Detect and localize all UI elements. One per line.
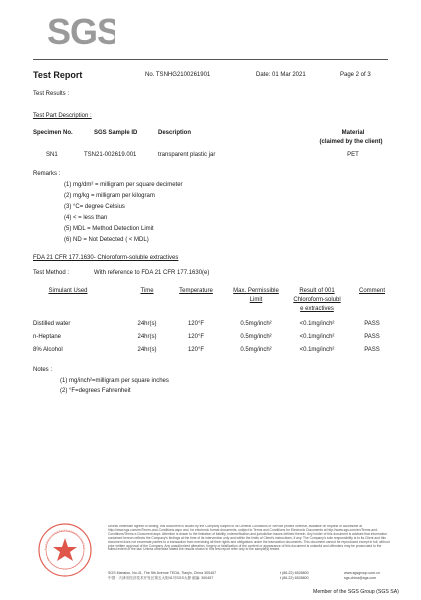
section-title: FDA 21 CFR 177.1630- Chloroform-soluble extractives bbox=[33, 255, 179, 261]
test-method-value: With reference to FDA 21 CFR 177.1630(e) bbox=[94, 270, 210, 276]
comment-cell: PASS bbox=[364, 321, 380, 327]
temperature-cell: 120°F bbox=[187, 347, 205, 353]
time-header: Time bbox=[140, 288, 154, 294]
remark-item: (2) mg/kg = milligram per kilogram bbox=[64, 193, 155, 199]
report-date: Date: 01 Mar 2021 bbox=[256, 72, 306, 78]
note-item: (2) °F=degrees Fahrenheit bbox=[60, 388, 131, 394]
temperature-cell: 120°F bbox=[187, 334, 205, 340]
remark-item: (4) < = less than bbox=[64, 215, 108, 221]
remarks-label: Remarks : bbox=[33, 171, 61, 177]
page-number: Page 2 of 3 bbox=[340, 72, 371, 78]
footer-website: www.sgsgroup.com.cn bbox=[344, 571, 380, 575]
simulant-header: Simulant Used bbox=[48, 288, 88, 294]
material-cell: PET bbox=[347, 152, 359, 158]
limit-cell: 0.5mg/inch² bbox=[240, 347, 272, 353]
footer-address-en: SGS Mansion, No.41, The 5th Avenue TEDA, Tianjin, China 300457 bbox=[108, 571, 217, 575]
footer-phone: t (86-22) 6528800 bbox=[280, 571, 309, 575]
comment-cell: PASS bbox=[364, 334, 380, 340]
sample-id-header: SGS Sample ID bbox=[94, 130, 138, 136]
footer-disclaimer: Unless otherwise agreed in writing, this document is issued by the Company subject to its General Conditions of Service printed overleaf, available on request or accessible at http://www.sgs.com/en/Terms-and-Conditions.aspx and, for electronic format documents, subject to Terms and Conditions for Electronic Documents at http://www.sgs.com/en/Terms-and-Conditions/Terms-e-Document.aspx. Attention is drawn to the limitation of liability, indemnification and jurisdiction issues defined therein. Any holder of this document is advised that information contained hereon reflects the Company's findings at the time of its intervention only and within the limits of Client's instructions, if any. The Company's sole responsibility is to its Client and this document does not exonerate parties to a transaction from exercising all their rights and obligations under the transaction documents. This document cannot be reproduced except in full, without prior written approval of the Company. Any unauthorized alteration, forgery or falsification of the content or appearance of this document is unlawful and offenders may be prosecuted to the fullest extent of the law. Unless otherwise stated the results shown in this test report refer only to the sample(s) tested bbox=[108, 525, 390, 552]
result-cell: <0.1mg/inch² bbox=[299, 347, 335, 353]
description-cell: transparent plastic jar bbox=[158, 152, 216, 158]
limit-header-line2: Limit bbox=[249, 297, 263, 303]
specimen-no-cell: SN1 bbox=[46, 152, 58, 158]
specimen-no-header: Specimen No. bbox=[33, 130, 73, 136]
material-header-note: (claimed by the client) bbox=[319, 139, 383, 145]
comment-cell: PASS bbox=[364, 347, 380, 353]
result-cell: <0.1mg/inch² bbox=[299, 321, 335, 327]
sample-id-cell: TSN21-002619.001 bbox=[84, 152, 137, 158]
test-method-label: Test Method : bbox=[33, 270, 70, 276]
remark-item: (3) °C= degree Celsius bbox=[64, 204, 125, 210]
note-item: (1) mg/inch²=milligram per square inches bbox=[60, 378, 169, 384]
result-cell: <0.1mg/inch² bbox=[299, 334, 335, 340]
time-cell: 24hr(s) bbox=[137, 347, 157, 353]
simulant-cell: n-Heptane bbox=[33, 334, 62, 340]
footer-phone: t (86-22) 6528800 bbox=[280, 576, 309, 580]
material-header: Material bbox=[341, 130, 365, 136]
header-divider bbox=[33, 59, 388, 60]
remark-item: (6) ND = Not Detected ( < MDL) bbox=[64, 237, 149, 243]
limit-header: Max. Permissible bbox=[233, 288, 279, 294]
notes-label: Notes : bbox=[33, 367, 53, 373]
report-title: Test Report bbox=[33, 70, 83, 80]
description-header: Description bbox=[158, 130, 192, 136]
test-results-label: Test Results : bbox=[33, 91, 70, 97]
footer-email: sgs.china@sgs.com bbox=[344, 576, 377, 580]
report-number: No. TSNHG2100261901 bbox=[145, 72, 211, 78]
simulant-cell: Distilled water bbox=[33, 321, 71, 327]
result-header-line3: e extractives bbox=[300, 306, 334, 312]
time-cell: 24hr(s) bbox=[137, 321, 157, 327]
sgs-stamp-seal bbox=[37, 522, 93, 578]
result-header: Result of 001 bbox=[299, 288, 335, 294]
footer-member: Member of the SGS Group (SGS SA) bbox=[313, 589, 399, 595]
sgs-logo bbox=[47, 12, 115, 50]
remark-item: (1) mg/dm² = milligram per square decimeter bbox=[64, 182, 183, 188]
limit-cell: 0.5mg/inch² bbox=[240, 321, 272, 327]
time-cell: 24hr(s) bbox=[137, 334, 157, 340]
test-part-description-label: Test Part Description : bbox=[33, 113, 92, 119]
comment-header: Comment bbox=[358, 288, 385, 294]
simulant-cell: 8% Alcohol bbox=[33, 347, 63, 353]
result-header-line2: Chloroform-solubl bbox=[293, 297, 341, 303]
temperature-header: Temperature bbox=[179, 288, 213, 294]
limit-cell: 0.5mg/inch² bbox=[240, 334, 272, 340]
footer-address-cn: 中国 · 天津市经济技术开发区第五大街41号SGS大厦 邮编: 300457 bbox=[108, 576, 214, 580]
remark-item: (5) MDL = Method Detection Limit bbox=[64, 226, 154, 232]
sgs-logo-text: SGS bbox=[47, 12, 115, 50]
temperature-cell: 120°F bbox=[187, 321, 205, 327]
